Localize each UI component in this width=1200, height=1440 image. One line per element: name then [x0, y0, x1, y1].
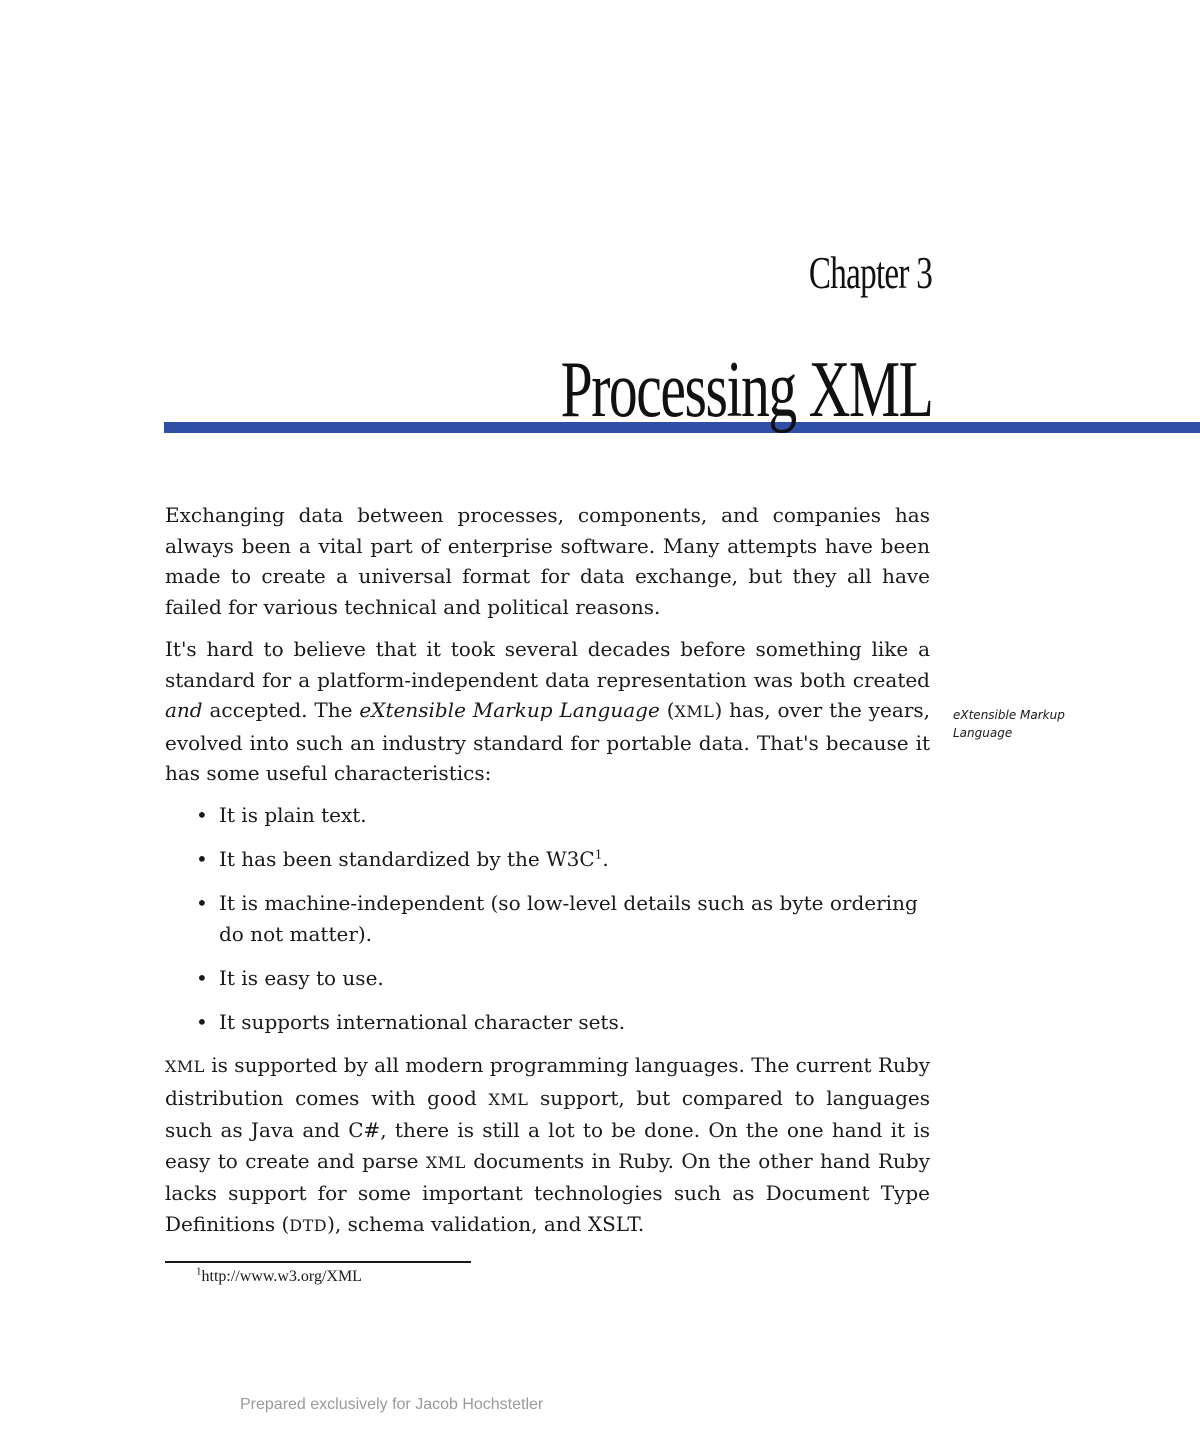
bullet-icon: • [196, 803, 208, 827]
footnote [196, 1265, 362, 1286]
footnote-link[interactable]: http://www.w3.org/XML [201, 1268, 362, 1285]
bullet-icon: • [196, 965, 208, 990]
paragraph-ruby-xml [165, 1050, 930, 1241]
abbr-xml: XML [674, 702, 715, 721]
list-item-text: It is plain text. [219, 803, 367, 827]
emphasis-term: eXtensible Markup Language [359, 698, 660, 722]
abbr-xml: XML [425, 1152, 466, 1172]
text-span: ), schema validation, and XSLT. [327, 1211, 645, 1236]
emphasis-and: and [165, 698, 203, 722]
list-item [196, 888, 930, 949]
bullet-icon: • [196, 1009, 208, 1034]
text-span: is supported by all modern programming languages. The current Ruby distribution comes with good [165, 1053, 930, 1110]
watermark: Prepared exclusively for Jacob Hochstetler [240, 1396, 544, 1413]
paragraph-intro: Exchanging data between processes, components, and companies has always been a vital part of enterprise software. Many attempts have been made to create a universal format for data exchange, but they all have failed for various technical and political reasons. [165, 503, 930, 619]
list-item-text: It is easy to use. [219, 965, 384, 990]
list-item-text: It has been standardized by the W3C [219, 847, 595, 871]
footnote-divider [165, 1261, 471, 1263]
text-span: ) has, over the years, evolved into such an industry standard for portable data. That's because it has some useful characteristics: [165, 698, 931, 785]
text-span: support, but compared to languages such as Java and C#, there is still a lot to be done. On the one hand it is easy to create and parse [165, 1085, 930, 1173]
text-span: documents in Ruby. On the other hand Ruby lacks support for some important technologies such as Document Type Definitions ( [165, 1148, 930, 1236]
list-item-suffix: . [602, 847, 609, 871]
abbr-xml: XML [165, 1057, 205, 1076]
text-span: ( [659, 698, 675, 722]
list-item [196, 963, 930, 994]
list-item-text: It supports international character sets. [219, 1009, 626, 1034]
list-item [196, 800, 930, 831]
text-span: It's hard to believe that it took several decades before something like a standard for a platform-independent data representation was both created [165, 637, 930, 692]
margin-note: eXtensible Markup Language [953, 708, 1065, 740]
bullet-icon: • [196, 847, 208, 871]
footnote-ref[interactable]: 1 [594, 847, 603, 862]
chapter-label: Chapter 3 [808, 247, 932, 298]
list-item [196, 1007, 930, 1038]
text-span: accepted. The [202, 698, 360, 722]
chapter-title: Processing XML [560, 346, 932, 434]
list-item [196, 844, 930, 875]
footnote-number: 1 [196, 1265, 202, 1278]
abbr-xml: XML [488, 1089, 529, 1109]
paragraph-xml-intro [165, 634, 930, 789]
abbr-dtd: DTD [289, 1215, 328, 1235]
list-item-text: It is machine-independent (so low-level details such as byte ordering do not matter). [219, 891, 918, 946]
bullet-icon: • [196, 891, 208, 915]
characteristics-list [196, 800, 930, 1051]
